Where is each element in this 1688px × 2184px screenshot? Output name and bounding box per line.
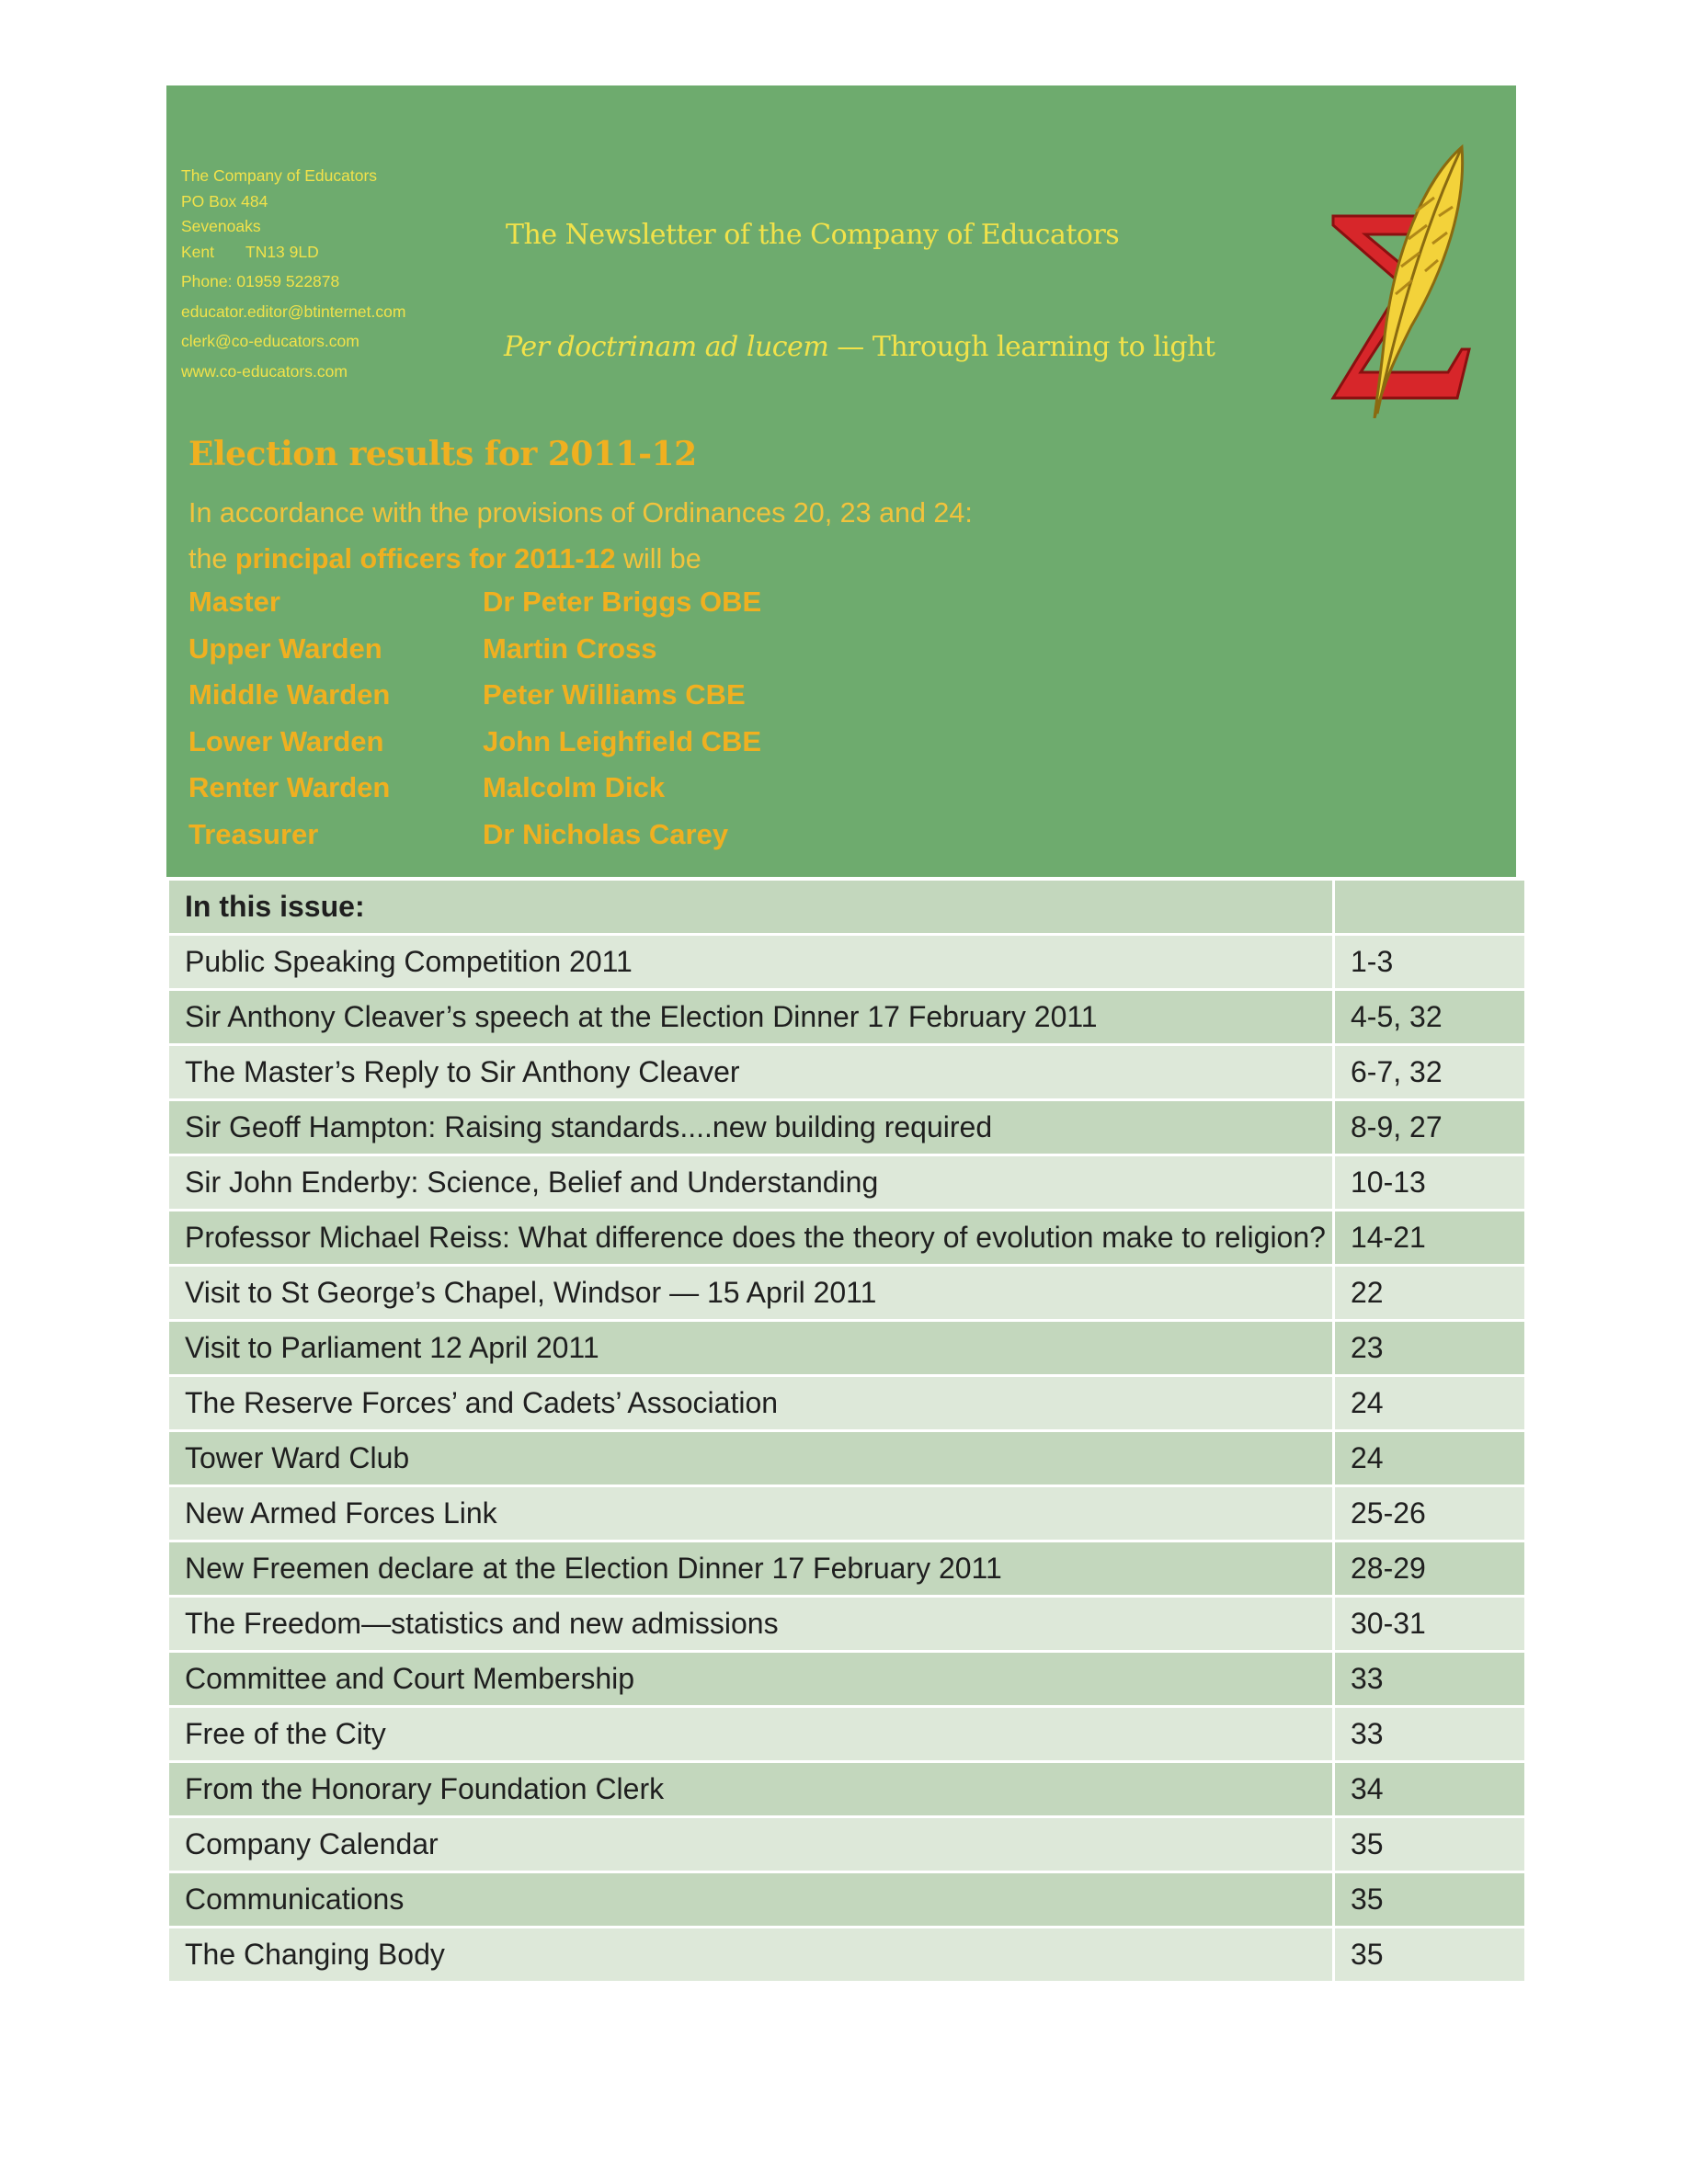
officer-role: Treasurer <box>188 817 319 850</box>
website-link[interactable]: www.co-educators.com <box>181 361 348 381</box>
contents-row[interactable] <box>168 1045 1526 1100</box>
contents-item-title: Sir Anthony Cleaver’s speech at the Election Dinner 17 February 2011 <box>168 990 1334 1045</box>
contents-row[interactable] <box>168 1872 1526 1928</box>
contents-item-pages: 6-7, 32 <box>1334 1045 1526 1100</box>
contents-item-title: Tower Ward Club <box>168 1431 1334 1486</box>
contents-row[interactable] <box>168 1541 1526 1597</box>
contents-item-pages: 35 <box>1334 1817 1526 1872</box>
contents-row[interactable] <box>168 1155 1526 1211</box>
contents-item-title: The Master’s Reply to Sir Anthony Cleaver <box>168 1045 1334 1100</box>
contents-row[interactable] <box>168 1817 1526 1872</box>
editor-email-link[interactable]: educator.editor@btinternet.com <box>181 301 406 321</box>
officer-role: Master <box>188 586 280 618</box>
motto-english: — Through learning to light <box>828 331 1215 363</box>
contents-item-title: New Freemen declare at the Election Dinner 17 February 2011 <box>168 1541 1334 1597</box>
contents-header: In this issue: <box>168 880 1334 935</box>
officer-role: Renter Warden <box>188 771 391 804</box>
officer-row <box>188 672 761 719</box>
contents-item-pages: 33 <box>1334 1707 1526 1762</box>
contents-item-pages: 1-3 <box>1334 935 1526 990</box>
contents-item-pages: 24 <box>1334 1376 1526 1431</box>
officer-row <box>188 719 761 766</box>
contents-row[interactable] <box>168 1431 1526 1486</box>
contents-item-title: Free of the City <box>168 1707 1334 1762</box>
contents-item-pages: 22 <box>1334 1266 1526 1321</box>
officer-name: Martin Cross <box>483 631 657 665</box>
contents-item-pages: 34 <box>1334 1762 1526 1817</box>
contents-item-pages: 28-29 <box>1334 1541 1526 1597</box>
officer-row <box>188 765 761 812</box>
org-name: The Company of Educators <box>181 166 378 185</box>
county: Kent <box>181 242 214 261</box>
contents-item-title: The Changing Body <box>168 1928 1334 1983</box>
contents-item-pages: 35 <box>1334 1928 1526 1983</box>
officers-line <box>188 536 973 582</box>
motto <box>504 331 1215 363</box>
officer-role: Middle Warden <box>188 678 391 711</box>
election-intro <box>188 490 973 582</box>
contents-row[interactable] <box>168 1597 1526 1652</box>
contents-row[interactable] <box>168 935 1526 990</box>
contents-row[interactable] <box>168 1321 1526 1376</box>
officer-role: Upper Warden <box>188 631 382 665</box>
officers-line-emphasis: principal officers for 2011-12 <box>234 543 616 574</box>
contents-item-pages: 30-31 <box>1334 1597 1526 1652</box>
county-postcode <box>181 240 405 266</box>
newsletter-title: The Newsletter of the Company of Educators <box>506 219 1120 251</box>
contents-item-title: The Freedom—statistics and new admissions <box>168 1597 1334 1652</box>
officer-role: Lower Warden <box>188 724 384 757</box>
contents-item-title: Communications <box>168 1872 1334 1928</box>
quill-sigma-logo-icon <box>1324 142 1480 418</box>
contents-item-pages: 23 <box>1334 1321 1526 1376</box>
contents-item-pages: 25-26 <box>1334 1486 1526 1541</box>
officer-name: Malcolm Dick <box>483 771 666 804</box>
contents-item-pages: 24 <box>1334 1431 1526 1486</box>
contents-item-pages: 10-13 <box>1334 1155 1526 1211</box>
contents-header-pages <box>1334 880 1526 935</box>
contents-item-title: Visit to Parliament 12 April 2011 <box>168 1321 1334 1376</box>
contents-row[interactable] <box>168 1707 1526 1762</box>
contents-item-title: From the Honorary Foundation Clerk <box>168 1762 1334 1817</box>
contents-row[interactable] <box>168 1376 1526 1431</box>
contents-item-title: New Armed Forces Link <box>168 1486 1334 1541</box>
officers-list <box>188 579 761 859</box>
town: Sevenoaks <box>181 217 261 235</box>
contents-item-pages: 8-9, 27 <box>1334 1100 1526 1155</box>
contents-item-title: Company Calendar <box>168 1817 1334 1872</box>
officer-name: Dr Nicholas Carey <box>483 817 729 850</box>
officer-name: Peter Williams CBE <box>483 678 746 711</box>
postcode: TN13 9LD <box>245 242 319 261</box>
contents-row[interactable] <box>168 1100 1526 1155</box>
officer-row <box>188 812 761 859</box>
officer-row <box>188 579 761 626</box>
contents-item-title: Public Speaking Competition 2011 <box>168 935 1334 990</box>
contents-item-pages: 14-21 <box>1334 1211 1526 1266</box>
officers-line-suffix: will be <box>615 543 701 574</box>
contents-item-title: Visit to St George’s Chapel, Windsor — 15 April 2011 <box>168 1266 1334 1321</box>
officer-row <box>188 626 761 673</box>
contents-row[interactable] <box>168 1928 1526 1983</box>
contact-block <box>181 164 405 384</box>
contents-row[interactable] <box>168 1486 1526 1541</box>
contents-item-title: Committee and Court Membership <box>168 1652 1334 1707</box>
contents-row[interactable] <box>168 990 1526 1045</box>
contents-item-title: Professor Michael Reiss: What difference does the theory of evolution make to religion? <box>168 1211 1334 1266</box>
officers-line-prefix: the <box>188 543 235 574</box>
contents-row[interactable] <box>168 1652 1526 1707</box>
intro-line: In accordance with the provisions of Ordinances 20, 23 and 24: <box>188 497 973 529</box>
contents-header-row <box>168 880 1526 935</box>
phone: Phone: 01959 522878 <box>181 272 340 290</box>
contents-row[interactable] <box>168 1762 1526 1817</box>
clerk-email-link[interactable]: clerk@co-educators.com <box>181 332 359 350</box>
contents-item-title: The Reserve Forces’ and Cadets’ Association <box>168 1376 1334 1431</box>
motto-latin: Per doctrinam ad lucem <box>504 331 829 363</box>
contents-item-title: Sir Geoff Hampton: Raising standards....new building required <box>168 1100 1334 1155</box>
contents-item-pages: 35 <box>1334 1872 1526 1928</box>
contents-item-pages: 33 <box>1334 1652 1526 1707</box>
officer-name: Dr Peter Briggs OBE <box>483 586 762 618</box>
contents-item-title: Sir John Enderby: Science, Belief and Understanding <box>168 1155 1334 1211</box>
contents-item-pages: 4-5, 32 <box>1334 990 1526 1045</box>
contents-table <box>166 878 1527 1984</box>
election-heading: Election results for 2011-12 <box>188 435 697 473</box>
contents-row[interactable] <box>168 1266 1526 1321</box>
po-box: PO Box 484 <box>181 191 268 210</box>
contents-row[interactable] <box>168 1211 1526 1266</box>
officer-name: John Leighfield CBE <box>483 724 762 757</box>
